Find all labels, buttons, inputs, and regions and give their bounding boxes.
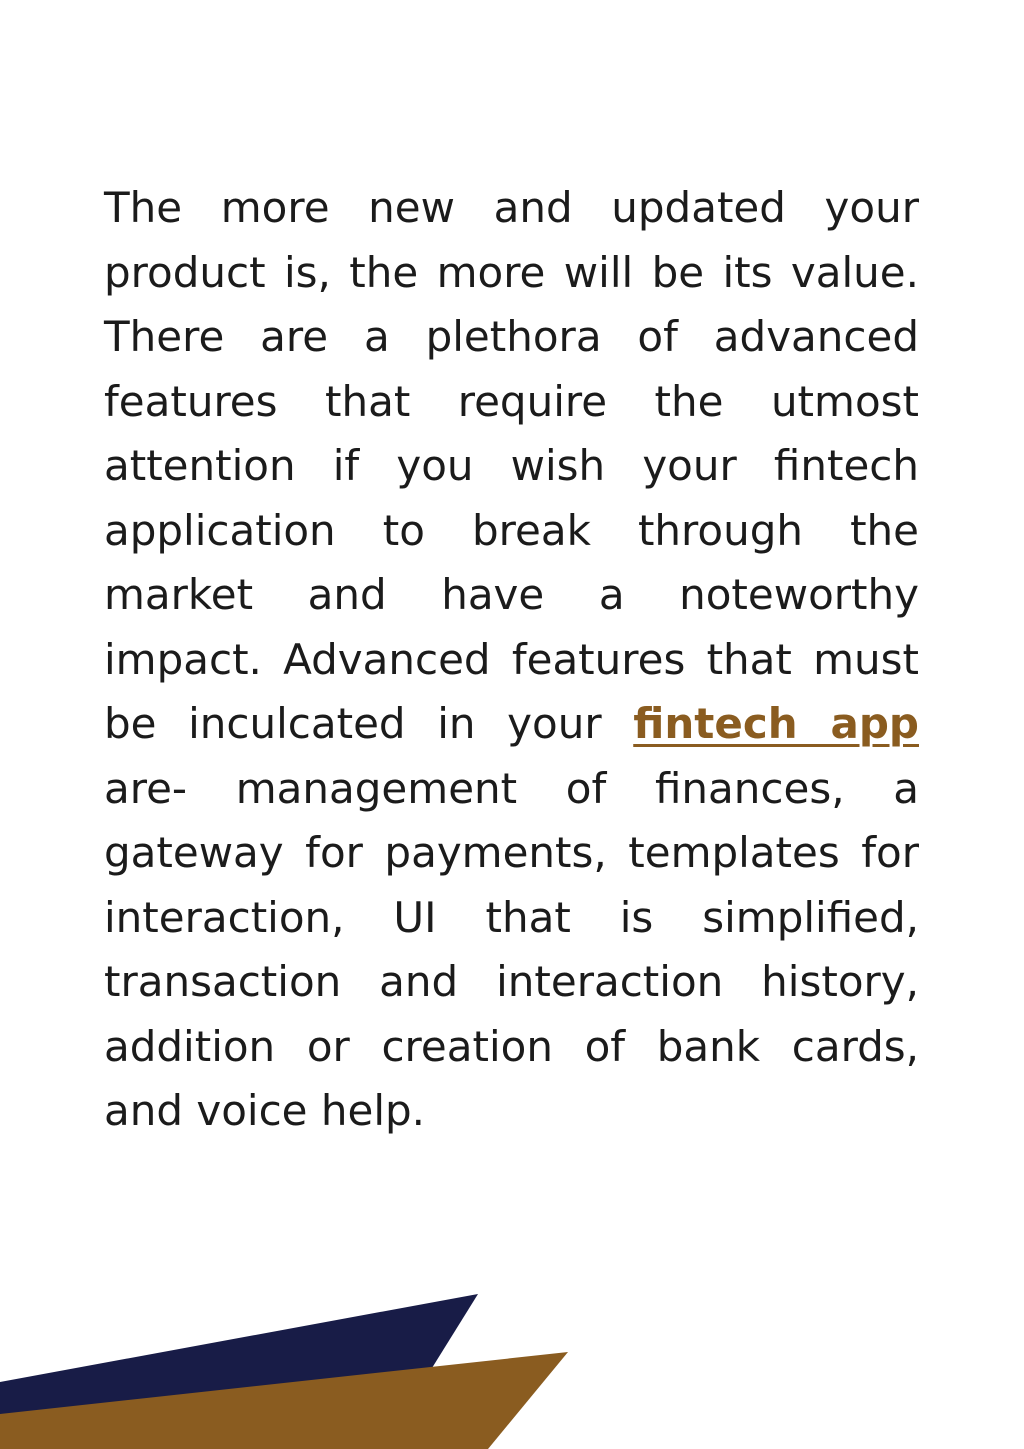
decorative-corner-stripes (0, 1290, 580, 1449)
fintech-app-link[interactable]: fintech app (633, 699, 919, 748)
body-paragraph (104, 176, 919, 1144)
paragraph-text-after-link: are- management of finances, a gateway for payments, templates for interaction, UI that is simplified, transaction and interaction history, addition or creation of bank cards, and voice help. (104, 763, 919, 1135)
paragraph-text-before-link: The more new and updated your product is, the more will be its value. There are a plethora of advanced features that require the utmost attention if you wish your fintech application to break through the market and have a noteworthy impact. Advanced features that must be inculcated in your (104, 183, 919, 748)
